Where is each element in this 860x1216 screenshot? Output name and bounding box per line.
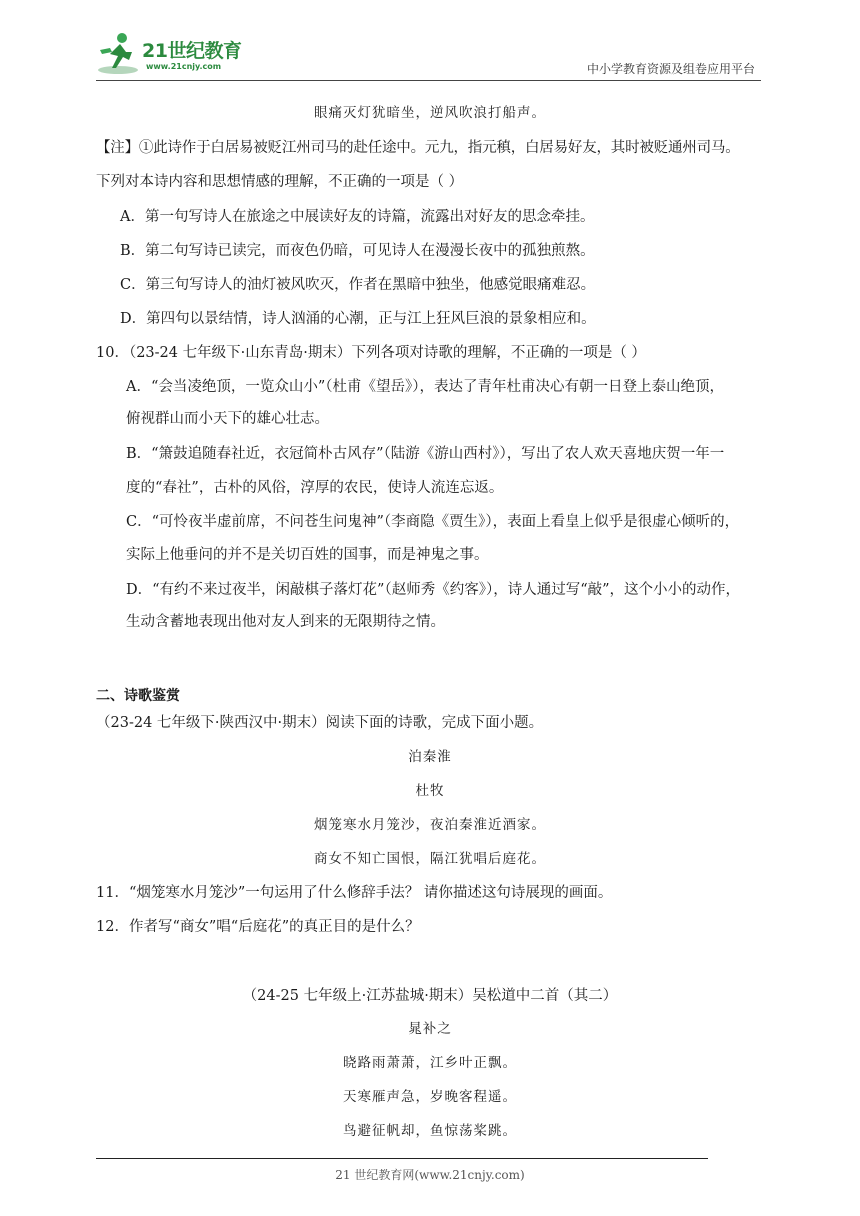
section-intro: （23-24 七年级下·陕西汉中·期末）阅读下面的诗歌，完成下面小题。 bbox=[96, 715, 544, 731]
poem-author: 杜牧 bbox=[415, 783, 445, 799]
option-d: D．第四句以景结情，诗人汹涌的心潮，正与江上狂风巨浪的景象相应和。 bbox=[120, 311, 596, 327]
poem2-line: 天寒雁声急，岁晚客程遥。 bbox=[343, 1089, 517, 1105]
poem-title: 泊秦淮 bbox=[408, 749, 452, 765]
logo-url: www.21cnjy.com bbox=[146, 62, 222, 71]
footer-divider bbox=[96, 1158, 708, 1159]
q10-option-b-line-2: 度的“春社”，古朴的风俗，淳厚的农民，使诗人流连忘返。 bbox=[126, 480, 504, 496]
q10-option-c-line-1: C．“可怜夜半虚前席，不问苍生问鬼神”（李商隐《贾生》），表面上看皇上似乎是很虚心倾听的， bbox=[126, 514, 740, 530]
page-header bbox=[96, 30, 761, 81]
option-a: A．第一句写诗人在旅途之中展读好友的诗篇，流露出对好友的思念牵挂。 bbox=[120, 209, 595, 225]
runner-logo-icon bbox=[96, 30, 140, 76]
question-12: 12．作者写“商女”唱“后庭花”的真正目的是什么？ bbox=[96, 919, 420, 935]
platform-label: 中小学教育资源及组卷应用平台 bbox=[586, 62, 755, 76]
q10-option-a-line-2: 俯视群山而小天下的雄心壮志。 bbox=[126, 411, 329, 427]
q10-option-d-line-1: D．“有约不来过夜半，闲敲棋子落灯花”（赵师秀《约客》），诗人通过写“敲”，这个小小的动作， bbox=[126, 582, 741, 598]
logo-text: 21世纪教育 bbox=[142, 40, 242, 62]
q10-option-b-line-1: B．“箫鼓追随春社近，衣冠简朴古风存”（陆游《游山西村》），写出了农人欢天喜地庆贺一年一 bbox=[126, 446, 725, 462]
question-stem: 下列对本诗内容和思想情感的理解，不正确的一项是（ ） bbox=[96, 174, 464, 190]
poem-line: 烟笼寒水月笼沙，夜泊秦淮近酒家。 bbox=[314, 817, 546, 833]
question-11: 11．“烟笼寒水月笼沙”一句运用了什么修辞手法？ 请你描述这句诗展现的画面。 bbox=[96, 885, 613, 901]
q10-option-d-line-2: 生动含蓄地表现出他对友人到来的无限期待之情。 bbox=[126, 614, 445, 630]
note-text: 【注】①此诗作于白居易被贬江州司马的赴任途中。元九，指元稹，白居易好友，其时被贬通州司马。 bbox=[96, 140, 740, 156]
option-c: C．第三句写诗人的油灯被风吹灭，作者在黑暗中独坐，他感觉眼痛难忍。 bbox=[120, 277, 596, 293]
poem-line: 眼痛灭灯犹暗坐，逆风吹浪打船声。 bbox=[314, 105, 546, 121]
question-10-stem: 10．（23-24 七年级下·山东青岛·期末）下列各项对诗歌的理解，不正确的一项是（ ） bbox=[96, 345, 646, 361]
poem2-line: 鸟避征帆却，鱼惊荡桨跳。 bbox=[343, 1123, 517, 1139]
footer-text: 21 世纪教育网(www.21cnjy.com) bbox=[335, 1168, 525, 1182]
q10-option-a-line-1: A．“会当凌绝顶，一览众山小”（杜甫《望岳》），表达了青年杜甫决心有朝一日登上泰山绝顶， bbox=[126, 379, 725, 395]
poem-line: 商女不知亡国恨，隔江犹唱后庭花。 bbox=[314, 851, 546, 867]
section-heading: 二、诗歌鉴赏 bbox=[96, 688, 180, 704]
q10-option-c-line-2: 实际上他垂问的并不是关切百姓的国事，而是神鬼之事。 bbox=[126, 547, 489, 563]
poem2-line: 晓路雨萧萧，江乡叶正飘。 bbox=[343, 1055, 517, 1071]
site-logo bbox=[96, 30, 266, 76]
poem2-author: 晁补之 bbox=[408, 1021, 452, 1037]
option-b: B．第二句写诗已读完，而夜色仍暗，可见诗人在漫漫长夜中的孤独煎熬。 bbox=[120, 243, 595, 259]
poem2-title: （24-25 七年级上·江苏盐城·期末）吴松道中二首（其二） bbox=[242, 988, 618, 1004]
